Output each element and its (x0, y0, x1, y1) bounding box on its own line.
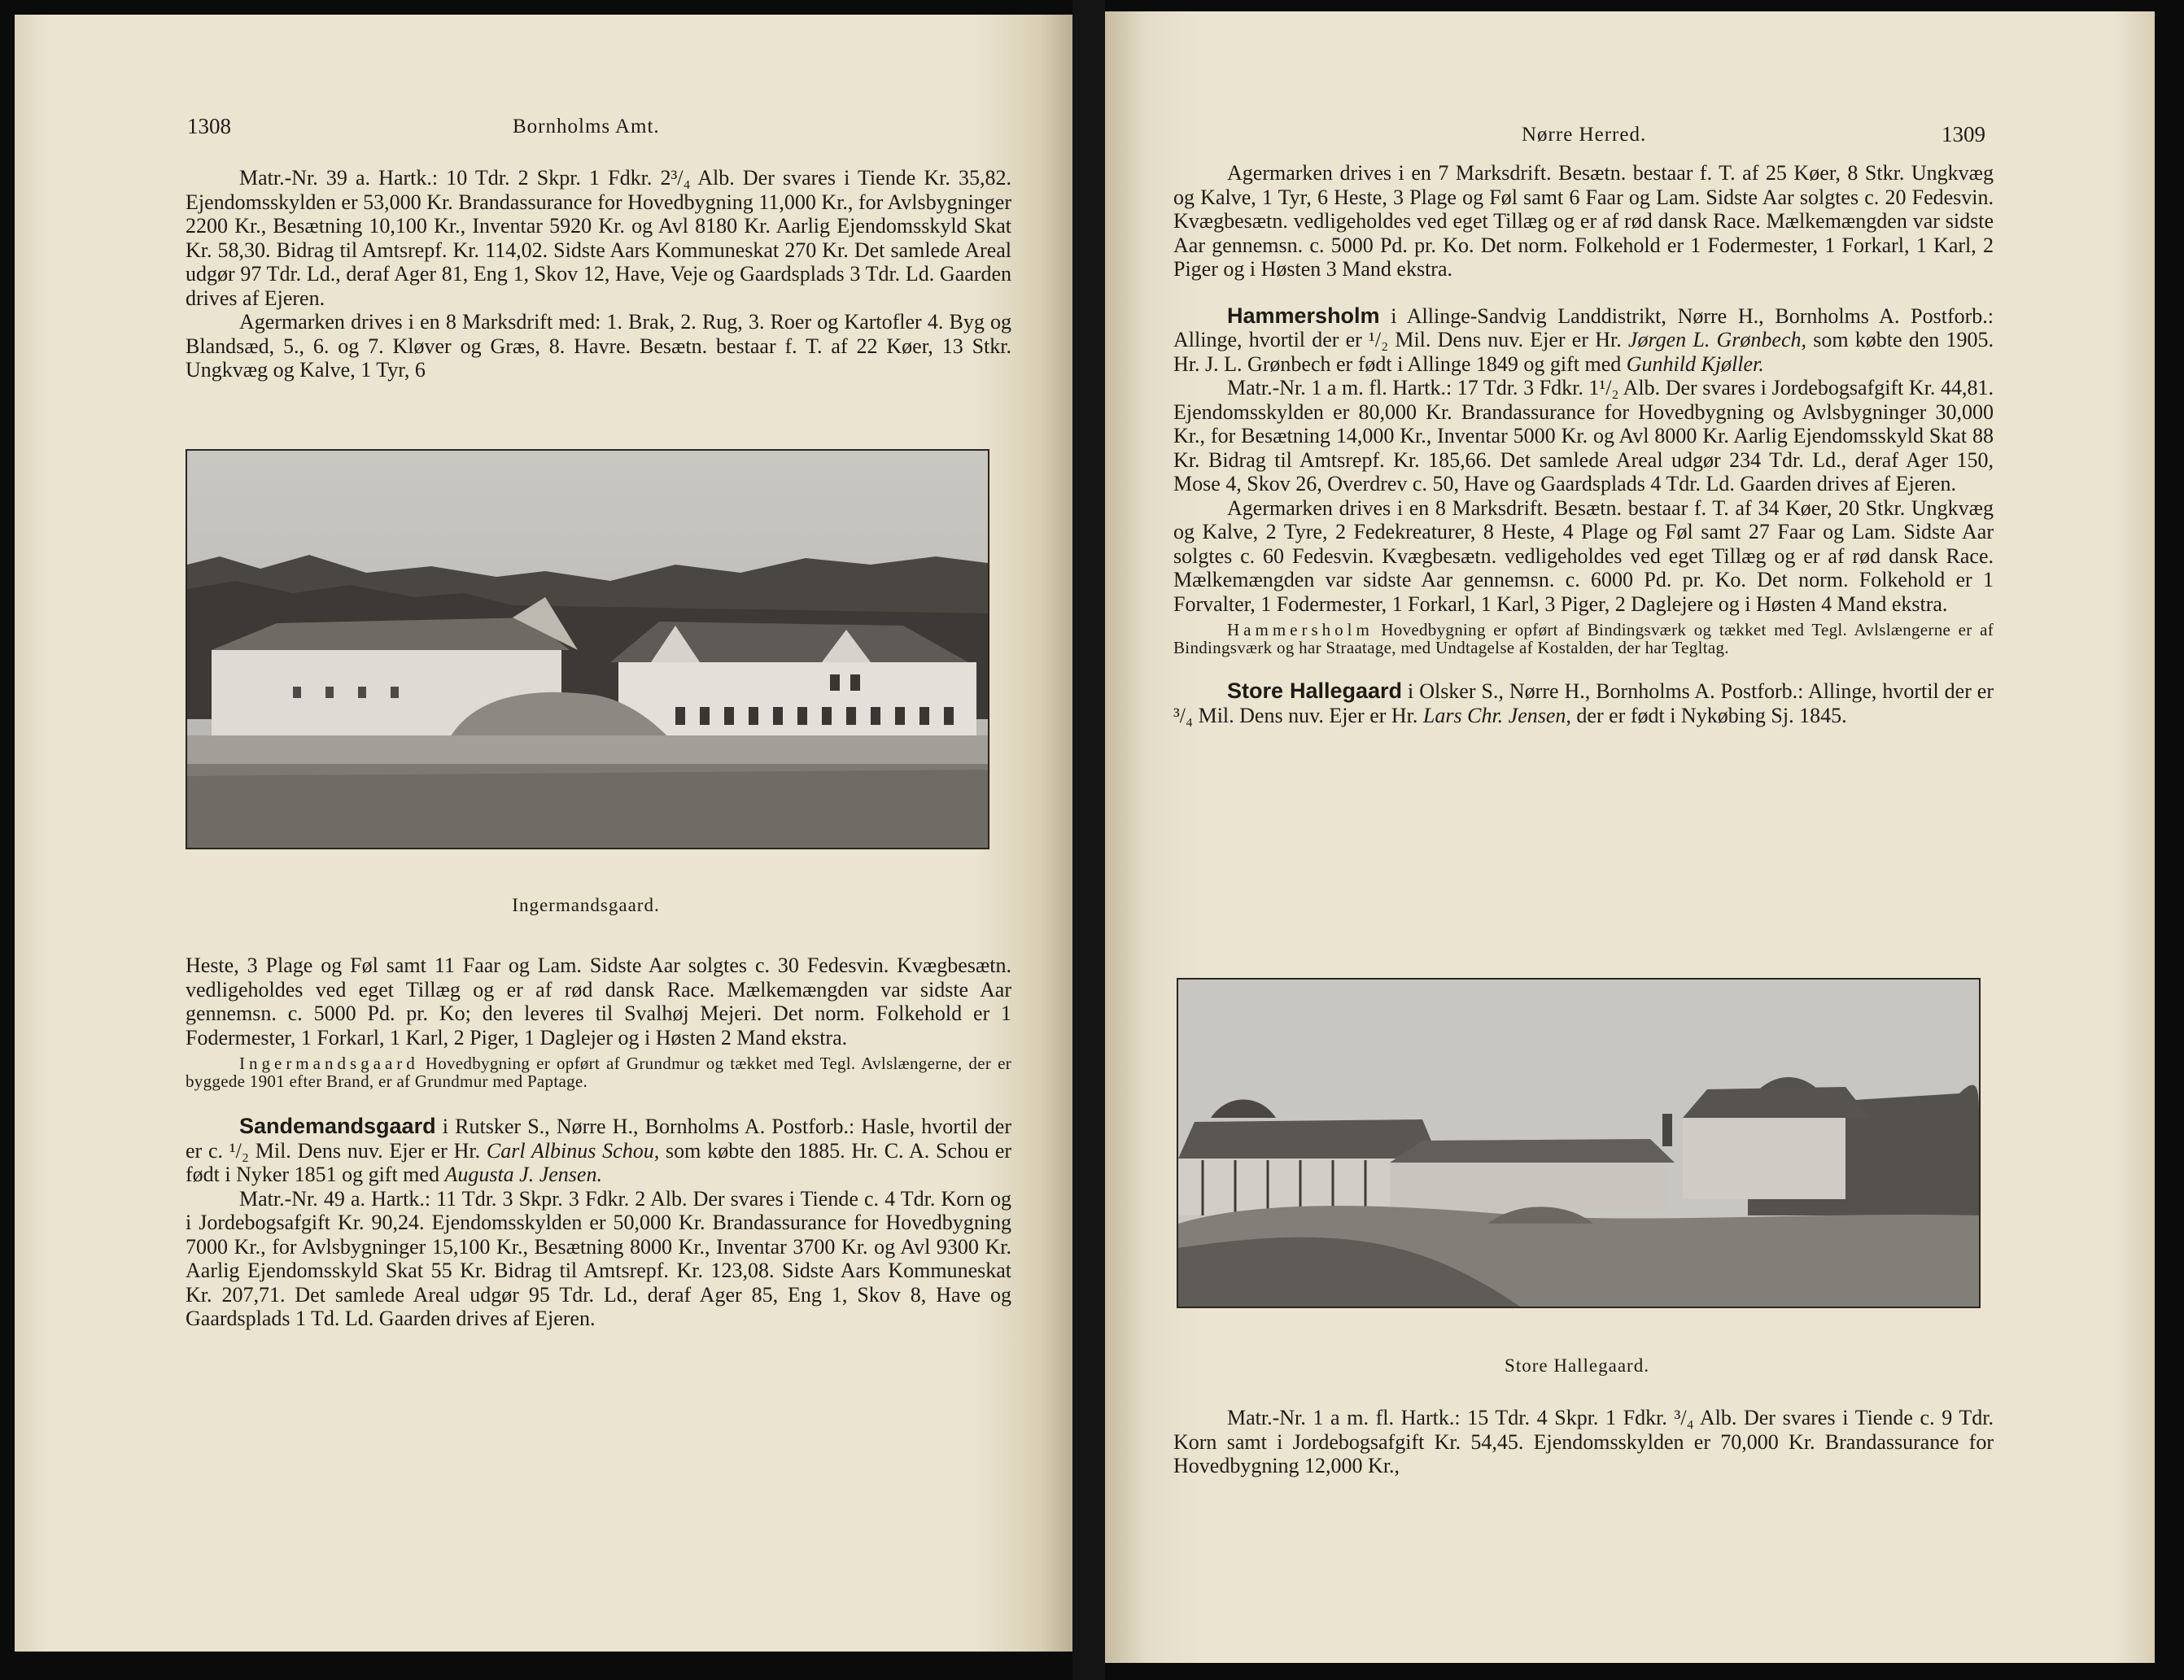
page-number: 1308 (187, 114, 231, 138)
paragraph: Agermarken drives i en 7 Marksdrift. Besætn. bestaar f. T. af 25 Køer, 8 Stkr. Ungkvæg og Kalve, 1 Tyr, 6 Heste, 3 Plage og Føl samt 6 Faar og Lam. Sidste Aar solgtes c. 20 Fedesvin. Kvægbesætn. vedligeholdes ved eget Tillæg og er af rød dansk Race. Mælkemængden var sidste Aar gennemsn. c. 5000 Pd. pr. Ko. Det norm. Folkehold er 1 Fodermester, 1 Forkarl, 1 Karl, 2 Piger og i Høsten 3 Mand ekstra. (1173, 161, 1994, 281)
book-gutter (1072, 0, 1105, 1680)
text-block-bottom (1173, 1406, 1994, 1478)
estate-name: Store Hallegaard (1227, 679, 1403, 703)
paragraph: Agermarken drives i en 8 Marksdrift. Besætn. bestaar f. T. af 34 Køer, 20 Stkr. Ungkvæg og Kalve, 2 Tyre, 2 Fedekreaturer, 8 Heste, 4 Plage og Føl samt 27 Faar og Lam. Sidste Aar solgtes c. 60 Fedesvin. Kvægbesætn. vedligeholdes ved eget Tillæg og er af rød dansk Race. Mælkemængden var sidste Aar gennemsn. c. 6000 Pd. pr. Ko. Det norm. Folkehold er 1 Forvalter, 1 Fodermester, 1 Forkarl, 1 Karl, 3 Piger, 2 Daglejere og i Høsten 4 Mand ekstra. (1173, 495, 1994, 616)
footnote-estate-name: Ingermandsgaard (239, 1054, 419, 1073)
photo-caption: Store Hallegaard. (1505, 1355, 1649, 1376)
photo-caption: Ingermandsgaard. (512, 895, 660, 915)
text-block-bottom (186, 953, 1011, 1331)
footnote-estate-name: Hammersholm (1227, 620, 1374, 639)
footnote (1173, 621, 1994, 657)
wife-name: Augusta J. Jensen. (444, 1163, 602, 1186)
estate-name: Sandemandsgaard (239, 1114, 436, 1138)
footnote (186, 1054, 1011, 1090)
estate-text: som købte den 1885. Hr. C. A. Schou er født i Nyker 1851 og gift med (186, 1138, 1012, 1186)
estate-entry (1173, 679, 1994, 727)
page-number: 1309 (1942, 122, 1985, 146)
estate-entry (1173, 304, 1994, 377)
footnote-text: Hovedbygning er opført af Grundmur og tækket med Tegl. Avlslængerne, der er byggede 1901 efter Brand, er af Grundmur med Paptage. (186, 1054, 1011, 1091)
estate-text: som købte den 1905. Hr. J. L. Grønbech er født i Allinge 1849 og gift med (1173, 328, 1994, 376)
text-block-top (186, 166, 1011, 382)
paragraph: Matr.-Nr. 1 a m. fl. Hartk.: 17 Tdr. 3 Fdkr. 1¹/₂ Alb. Der svares i Jordebogsafgift Kr. 44,81. Ejendomsskylden er 80,000 Kr. Brandassurance for Hovedbygning og Avlsbygninger 30,000 Kr., for Besætning 14,000 Kr., Inventar 5000 Kr. og Avl 8000 Kr. Aarlig Ejendomsskyld Skat 88 Kr. Bidrag til Amtsrepf. Kr. 185,66. Det samlede Areal udgør 234 Tdr. Ld., deraf Ager 150, Mose 4, Skov 26, Overdrev c. 50, Have og Gaardsplads 4 Tdr. Ld. Gaarden drives af Ejeren. (1173, 376, 1994, 495)
owner-name: Jørgen L. Grønbech, (1627, 328, 1807, 351)
left-page (15, 15, 1072, 1652)
estate-entry (186, 1115, 1011, 1187)
estate-text: i Olsker S., Nørre H., Bornholms A. Postforb.: Allinge, hvortil der er ³/₄ Mil. Dens nuv. Ejer er Hr. (1173, 679, 1994, 727)
owner-name: Carl Albinus Schou, (486, 1138, 660, 1163)
estate-text: i Allinge-Sandvig Landdistrikt, Nørre H., Bornholms A. Postforb.: Allinge, hvortil der er ¹/₂ Mil. Dens nuv. Ejer er Hr. (1173, 303, 1994, 351)
right-page (1105, 11, 2155, 1663)
wife-name: Gunhild Kjøller. (1626, 351, 1764, 376)
footnote-text: Hovedbygning er opført af Bindingsværk og tækket med Tegl. Avlslængerne er af Bindingsværk og har Straatage, med Undtagelse af Kostalden, der har Tegltag. (1173, 620, 1994, 657)
estate-text: der er født i Nykøbing Sj. 1845. (1570, 703, 1847, 727)
photo-store-hallegaard (1177, 978, 1981, 1308)
photo-ingermandsgaard (186, 449, 989, 849)
text-block-top (1173, 161, 1994, 727)
paragraph: Matr.-Nr. 39 a. Hartk.: 10 Tdr. 2 Skpr. 1 Fdkr. 2³/₄ Alb. Der svares i Tiende Kr. 35,82. Ejendomsskylden er 53,000 Kr. Brandassurance for Hovedbygning 11,000 Kr., for Avlsbygninger 2200 Kr., Besætning 10,100 Kr., Inventar 5920 Kr. og Avl 8180 Kr. Aarlig Ejendomsskyld Skat Kr. 58,30. Bidrag til Amtsrepf. Kr. 114,02. Sidste Aars Kommuneskat 270 Kr. Det samlede Areal udgør 97 Tdr. Ld., deraf Ager 81, Eng 1, Skov 12, Have, Veje og Gaardsplads 3 Tdr. Ld. Gaarden drives af Ejeren. (186, 166, 1011, 310)
running-head: Nørre Herred. (1522, 124, 1647, 146)
paragraph: Matr.-Nr. 49 a. Hartk.: 11 Tdr. 3 Skpr. 3 Fdkr. 2 Alb. Der svares i Tiende c. 4 Tdr. Korn og i Jordebogsafgift Kr. 90,24. Ejendomsskylden er 50,000 Kr. Brandassurance for Hovedbygning 7000 Kr., for Avlsbygninger 15,100 Kr., Besætning 8000 Kr., Inventar 3700 Kr. og Avl 9300 Kr. Aarlig Ejendomsskyld Skat 55 Kr. Bidrag til Amtsrepf. Kr. 123,08. Sidste Aars Kommuneskat Kr. 207,71. Det samlede Areal udgør 95 Tdr. Ld., deraf Ager 85, Eng 1, Skov 8, Have og Gaardsplads 1 Td. Ld. Gaarden drives af Ejeren. (186, 1186, 1011, 1330)
paragraph: Heste, 3 Plage og Føl samt 11 Faar og Lam. Sidste Aar solgtes c. 30 Fedesvin. Kvægbesætn. vedligeholdes ved eget Tillæg og er af rød dansk Race. Mælkemængden var sidste Aar gennemsn. c. 5000 Pd. pr. Ko; den leveres til Svalhøj Mejeri. Det norm. Folkehold er 1 Fodermester, 1 Forkarl, 1 Karl, 2 Piger, 1 Daglejer og i Høsten 2 Mand ekstra. (186, 953, 1011, 1049)
farm-photo-illustration (187, 451, 988, 848)
estate-text: i Rutsker S., Nørre H., Bornholms A. Postforb.: Hasle, hvortil der er c. ¹/₂ Mil. Dens nuv. Ejer er Hr. (186, 1115, 1011, 1163)
estate-name: Hammersholm (1227, 303, 1380, 328)
owner-name: Lars Chr. Jensen, (1422, 703, 1571, 727)
farm-photo-illustration (1178, 980, 1979, 1307)
paragraph: Matr.-Nr. 1 a m. fl. Hartk.: 15 Tdr. 4 Skpr. 1 Fdkr. ³/₄ Alb. Der svares i Tiende c. 9 Tdr. Korn samt i Jordebogsafgift Kr. 54,45. Ejendomsskylden er 70,000 Kr. Brandassurance for Hovedbygning 12,000 Kr., (1173, 1406, 1994, 1477)
running-head: Bornholms Amt. (513, 116, 660, 137)
paragraph: Agermarken drives i en 8 Marksdrift med: 1. Brak, 2. Rug, 3. Roer og Kartofler 4. Byg og Blandsæd, 5., 6. og 7. Kløver og Græs, 8. Havre. Besætn. bestaar f. T. af 22 Køer, 13 Stkr. Ungkvæg og Kalve, 1 Tyr, 6 (186, 310, 1011, 382)
